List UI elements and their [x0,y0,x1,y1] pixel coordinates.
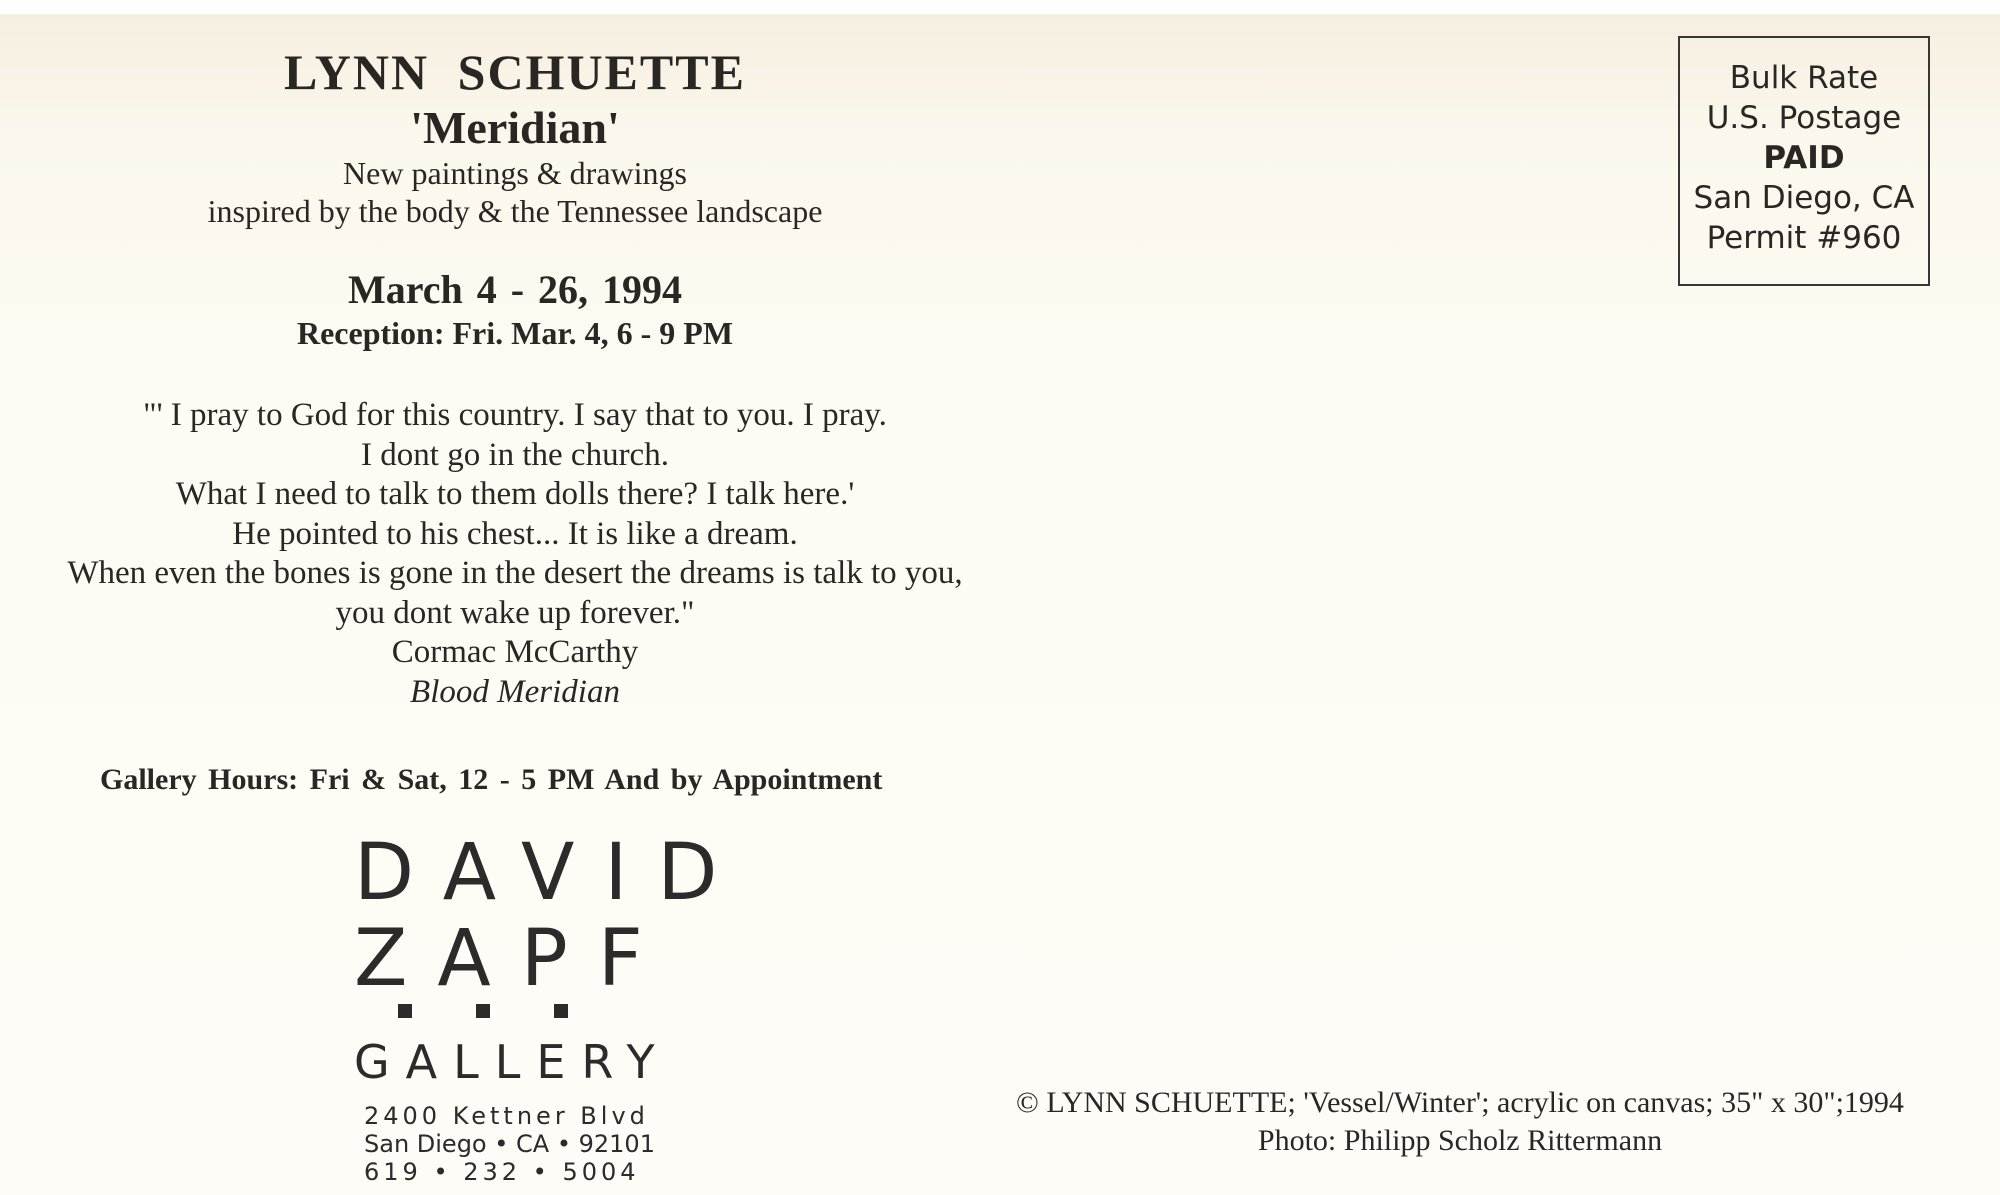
quote-line: When even the bones is gone in the desert the dreams is talk to you, [67,555,963,591]
photo-credit: Photo: Philipp Scholz Rittermann [1257,1124,1663,1157]
exhibition-dates: March 4 - 26, 1994 [347,267,683,312]
postage-permit: Permit #960 [1706,220,1902,256]
date-block [0,266,1030,352]
logo-zapf: ZAPF [354,914,673,1004]
title-block [0,42,1030,230]
gallery-address [364,1102,664,1186]
logo-david: DAVID [354,828,748,918]
quote-line: What I need to talk to them dolls there? I talk here.' [175,476,855,512]
postage-indicia [1678,36,1930,286]
postcard [0,14,2000,1195]
postage-line-1: Bulk Rate [1729,60,1879,96]
gallery-logo [354,828,748,1186]
quote-source: Blood Meridian [410,673,620,710]
quote-block [0,396,1030,712]
logo-dot [476,1004,490,1018]
quote-author: Cormac McCarthy [391,634,639,670]
postage-line-2: U.S. Postage [1706,100,1902,136]
quote-line: you dont wake up forever." [335,594,695,631]
logo-dots [398,1004,664,1024]
show-title: 'Meridian' [410,102,620,153]
quote-line: I dont go in the church. [361,436,669,473]
subtitle-line-2: inspired by the body & the Tennessee landscape [207,193,823,229]
quote-line: He pointed to his chest... It is like a dream. [232,515,798,552]
postage-line-4: San Diego, CA [1693,180,1915,216]
artwork-caption: © LYNN SCHUETTE; 'Vessel/Winter'; acrylic on canvas; 35" x 30";1994 [1016,1086,1904,1119]
logo-dot [398,1004,412,1018]
artist-name: LYNN SCHUETTE [284,44,746,100]
logo-dot [554,1004,568,1018]
address-city: San Diego • CA • 92101 [364,1130,655,1158]
gallery-hours: Gallery Hours: Fri & Sat, 12 - 5 PM And by Appointment [100,763,883,796]
address-street: 2400 Kettner Blvd [364,1102,649,1130]
artwork-credit [980,1084,1940,1160]
subtitle-line-1: New paintings & drawings [343,155,687,191]
postage-paid: PAID [1763,140,1845,176]
quote-line: "' I pray to God for this country. I say that to you. I pray. [143,397,887,433]
gallery-phone: 619 • 232 • 5004 [364,1158,640,1186]
reception-info: Reception: Fri. Mar. 4, 6 - 9 PM [296,315,734,351]
logo-gallery: GALLERY [354,1035,671,1089]
